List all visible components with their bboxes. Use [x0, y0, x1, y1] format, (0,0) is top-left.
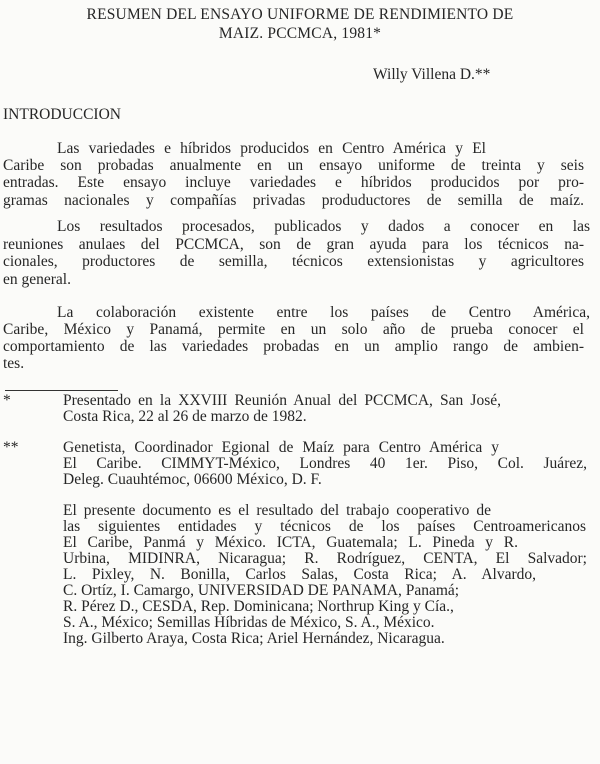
footnote-line: Costa Rica, 22 al 26 de marzo de 1982. — [63, 408, 307, 425]
footnote-line: Presentado en la XXVIII Reunión Anual del PCCMCA, San José, — [63, 392, 501, 409]
footnote-line: Deleg. Cuauhtémoc, 06600 México, D. F. — [63, 471, 322, 488]
footnote-line: Genetista, Coordinador Egional de Maíz para Centro América y — [63, 439, 499, 456]
footnote-line: El Caribe, Panmá y México. ICTA, Guatemala; L. Pineda y R. — [63, 534, 518, 551]
paragraph-line: reuniones anulaes del PCCMCA, son de gran ayuda para los técnicos na- — [3, 236, 584, 253]
author-name: Willy Villena D.** — [373, 66, 491, 83]
footnote-line: El presente documento es el resultado del trabajo cooperativo de — [63, 502, 491, 519]
footnote-divider — [5, 390, 118, 391]
footnote-line: Ing. Gilberto Araya, Costa Rica; Ariel Hernández, Nicaragua. — [63, 630, 445, 647]
footnote-line: El Caribe. CIMMYT-México, Londres 40 1er. Piso, Col. Juárez, — [63, 455, 587, 472]
section-heading: INTRODUCCION — [3, 106, 121, 123]
paragraph-line: tes. — [3, 355, 25, 372]
document-title-line-1: RESUMEN DEL ENSAYO UNIFORME DE RENDIMIENTO DE — [86, 6, 514, 23]
paragraph-line: Los resultados procesados, publicados y dados a conocer en las — [57, 218, 590, 235]
footnote-line: C. Ortíz, I. Camargo, UNIVERSIDAD DE PANAMA, Panamá; — [63, 582, 460, 599]
paragraph-line: La colaboración existente entre los países de Centro América, — [57, 304, 590, 321]
paragraph-line: Las variedades e híbridos producidos en Centro América y El — [57, 140, 486, 157]
footnote-line: Urbina, MIDINRA, Nicaragua; R. Rodríguez, CENTA, El Salvador; — [63, 550, 587, 567]
footnote-mark: ** — [3, 439, 19, 456]
footnote-line: L. Pixley, N. Bonilla, Carlos Salas, Costa Rica; A. Alvardo, — [63, 566, 536, 583]
paragraph-line: comportamiento de las variedades probadas en un amplio rango de ambien- — [3, 338, 584, 355]
footnote-mark: * — [3, 392, 11, 409]
paragraph-line: Caribe, México y Panamá, permite en un solo año de prueba conocer el — [3, 321, 584, 338]
footnote-line: S. A., México; Semillas Híbridas de México, S. A., México. — [63, 614, 435, 631]
paragraph-line: Caribe son probadas anualmente en un ensayo uniforme de treinta y seis — [3, 157, 584, 174]
paragraph-line: cionales, productores de semilla, técnicos extensionistas y agricultores — [3, 253, 584, 270]
footnote-line: R. Pérez D., CESDA, Rep. Dominicana; Northrup King y Cía., — [63, 598, 454, 615]
document-title-line-2: MAIZ. PCCMCA, 1981* — [218, 25, 382, 42]
paragraph-line: gramas nacionales y compañías privadas produductores de semilla de maíz. — [3, 192, 584, 209]
paragraph-line: en general. — [3, 271, 71, 288]
footnote-line: las siguientes entidades y técnicos de los países Centroamericanos — [63, 518, 586, 535]
paragraph-line: entradas. Este ensayo incluye variedades e híbridos producidos por pro- — [3, 174, 584, 191]
